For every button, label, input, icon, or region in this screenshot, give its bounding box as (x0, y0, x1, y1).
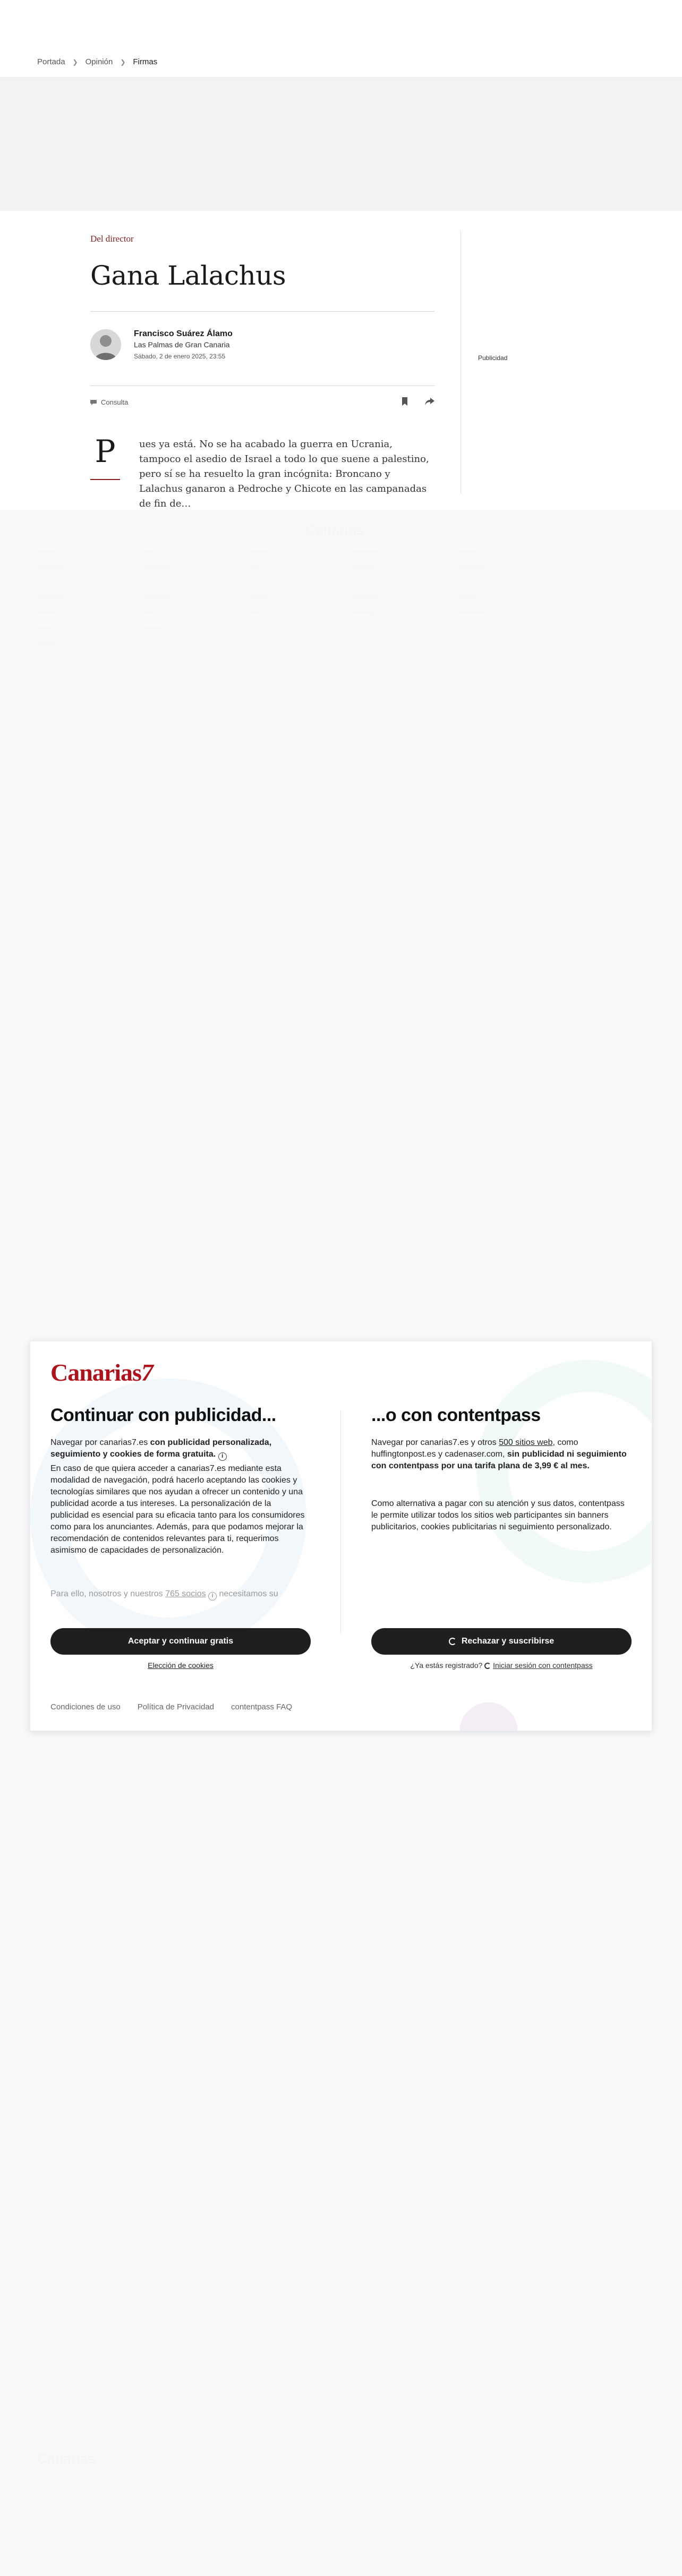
chevron-right-icon: ❯ (72, 58, 78, 66)
tag-label: Consulta (101, 398, 129, 406)
reject-subscribe-button[interactable]: Rechazar y suscribirse (371, 1628, 632, 1655)
logo-number: 7 (141, 1359, 153, 1386)
loading-icon (449, 1638, 456, 1645)
contentpass-description: Como alternativa a pagar con su atención y sus datos, contentpass le permite utilizar todos los sitios web participantes sin banners publicitarios, cookies publicitarias ni seguimiento personalizado. (371, 1499, 625, 1531)
modal-footer (50, 1702, 292, 1711)
breadcrumb-firmas[interactable]: Firmas (133, 57, 158, 66)
sites-link[interactable]: 500 sitios web (499, 1438, 553, 1447)
author-location: Las Palmas de Gran Canaria (134, 340, 230, 349)
breadcrumb (37, 57, 157, 66)
divider (90, 311, 434, 312)
logo-text: Canarias (50, 1359, 141, 1386)
contentpass-option-title: ...o con contentpass (371, 1405, 541, 1425)
top-ad-slot (0, 77, 682, 211)
partners-text: Para ello, nosotros y nuestros 765 socios i necesitamos su (50, 1588, 311, 1601)
author-name[interactable]: Francisco Suárez Álamo (134, 329, 233, 338)
privacy-link[interactable]: Política de Privacidad (137, 1702, 215, 1711)
canarias7-logo (50, 1358, 153, 1387)
article-title: Gana Lalachus (90, 260, 286, 291)
info-icon[interactable]: i (218, 1452, 227, 1461)
section-label[interactable]: Del director (90, 234, 134, 244)
accept-button[interactable]: Aceptar y continuar gratis (50, 1628, 311, 1655)
breadcrumb-portada[interactable]: Portada (37, 57, 65, 66)
author-avatar[interactable] (90, 329, 121, 360)
share-icon (424, 396, 436, 407)
login-prompt: ¿Ya estás registrado? Iniciar sesión con contentpass (410, 1661, 593, 1670)
share-button[interactable] (424, 396, 436, 407)
dropcap: P (95, 433, 116, 469)
terms-link[interactable]: Condiciones de uso (50, 1702, 121, 1711)
article-body: ues ya está. No se ha acabado la guerra en Ucrania, tampoco el asedio de Israel a todo lo que suene a palestino, pero sí se ha resuelto la gran incógnita: Broncano y Lalachus ganaron a Pedroche y Chicote en las campanadas de fin de… (139, 439, 429, 509)
publish-date: Sábado, 2 de enero 2025, 23:55 (134, 353, 226, 360)
comment-icon (90, 400, 97, 405)
ad-label: Publicidad (478, 354, 508, 362)
ads-option-description: En caso de que quiera acceder a canarias7.es mediante esta modalidad de navegación, podrá hacerlo aceptando las cookies y tecnologías similares que nos ayudan a ofrecer un contenido y una publicidad acorde a tus intereses. La personalización de la publicidad es esencial para su eficacia tanto para los consumidores como para los anunciantes. Además, para que podamos mejorar la recomendación de contenidos relevantes para ti, requerimos asimismo de capacidades de personalización. (50, 1464, 305, 1555)
consent-modal (30, 1341, 652, 1731)
column-divider (340, 1410, 341, 1633)
faq-link[interactable]: contentpass FAQ (231, 1702, 293, 1711)
contentpass-login-link[interactable]: Iniciar sesión con contentpass (493, 1661, 593, 1670)
info-icon[interactable]: i (208, 1592, 217, 1601)
ads-option-title: Continuar con publicidad... (50, 1405, 276, 1425)
cookie-choices-link[interactable]: Elección de cookies (148, 1661, 214, 1670)
avatar-photo (90, 329, 121, 360)
contentpass-summary: Navegar por canarias7.es y otros 500 sitios web, como huffingtonpost.es y cadenaser.com, sin publicidad ni seguimiento con contentpass por una tarifa plana de 3,99 € al mes. (371, 1438, 627, 1470)
dropcap-underline (90, 479, 120, 480)
bookmark-button[interactable] (399, 396, 410, 407)
decorative-circle (459, 1702, 518, 1731)
ads-option-summary: Navegar por canarias7.es con publicidad personalizada, seguimiento y cookies de forma gratuita. i (50, 1437, 311, 1461)
chevron-right-icon: ❯ (120, 58, 126, 66)
partners-link[interactable]: 765 socios (165, 1589, 206, 1598)
bookmark-icon (399, 396, 410, 407)
contentpass-icon (484, 1663, 491, 1669)
consulta-tag[interactable] (90, 398, 128, 406)
breadcrumb-opinion[interactable]: Opinión (85, 57, 113, 66)
